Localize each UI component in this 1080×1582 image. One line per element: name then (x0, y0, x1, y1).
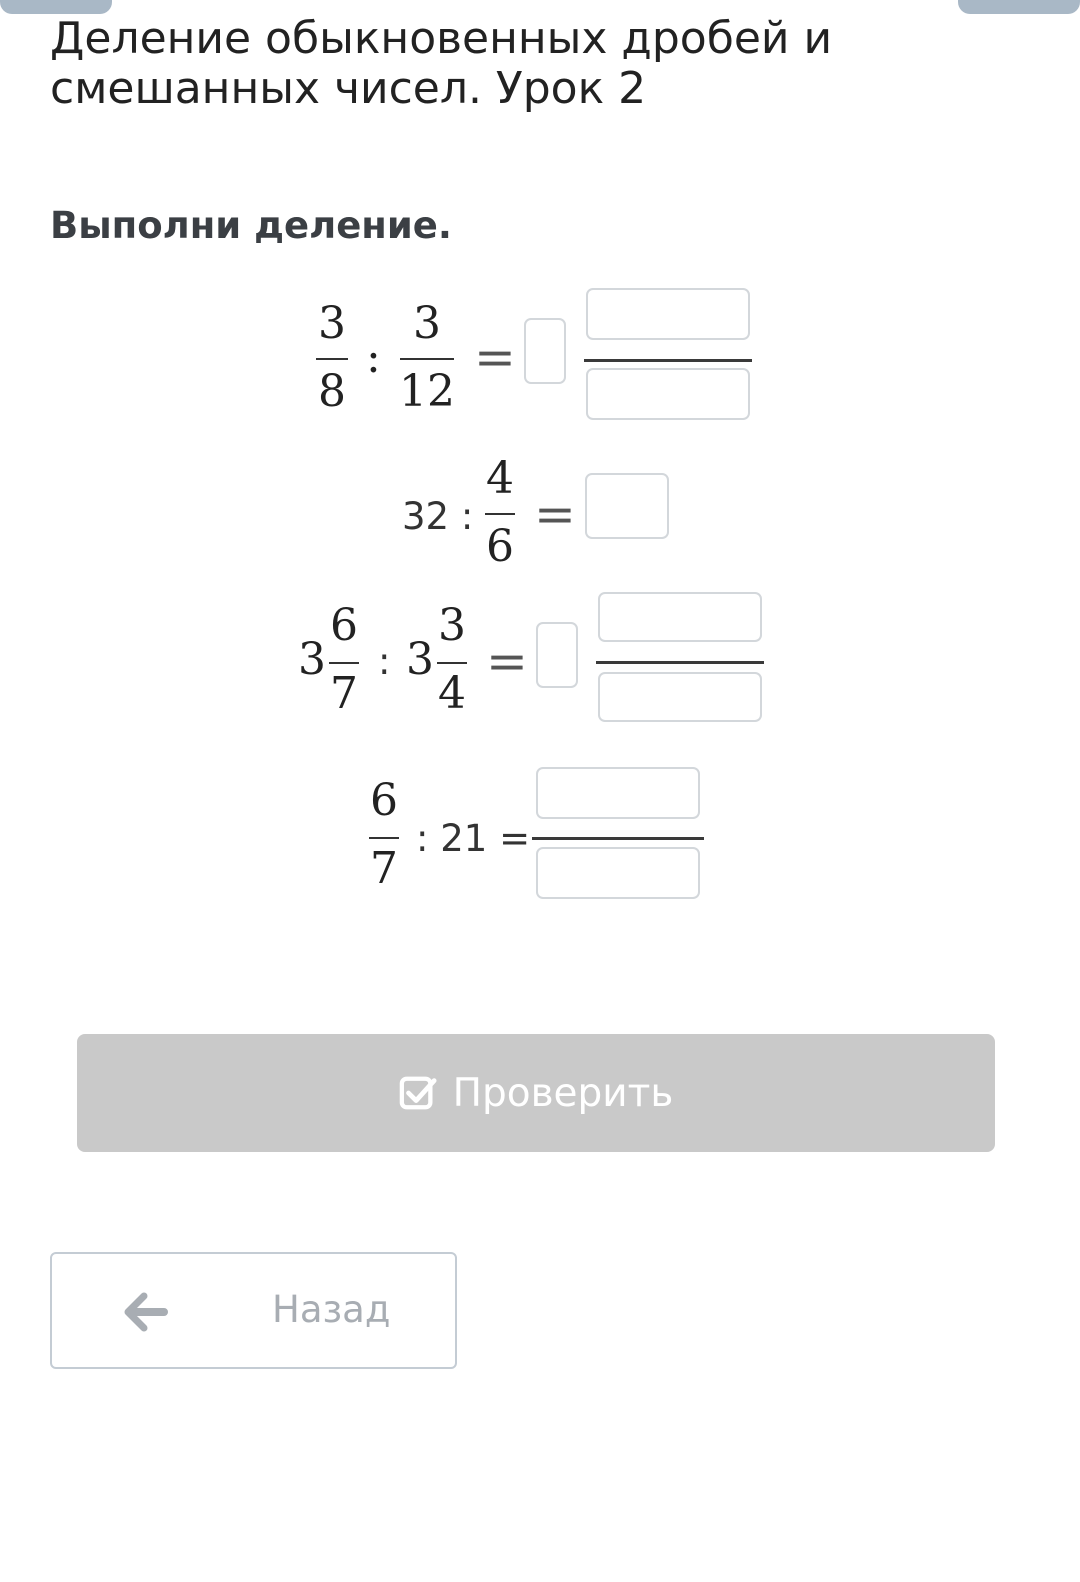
fraction-bar (400, 358, 454, 360)
top-tab-right[interactable] (958, 0, 1080, 14)
answer-fraction-bar (584, 359, 752, 362)
fraction-bar (485, 513, 515, 515)
fraction-denominator: 8 (318, 366, 346, 417)
dividend-whole: 32 : (402, 495, 474, 538)
fraction-numerator: 6 (370, 775, 398, 826)
exercise-1 (0, 290, 1080, 420)
divisor-expression: : 21 = (416, 817, 531, 860)
answer-denominator-input[interactable] (536, 847, 700, 899)
back-button[interactable] (50, 1252, 457, 1369)
exercise-2 (0, 455, 1080, 585)
task-instruction: Выполни деление. (50, 204, 452, 247)
division-sign: : (378, 640, 391, 683)
top-tab-left[interactable] (0, 0, 112, 14)
answer-whole-input[interactable] (524, 318, 566, 384)
answer-whole-input[interactable] (536, 622, 578, 688)
answer-denominator-input[interactable] (586, 368, 750, 420)
equals-sign: = (486, 632, 528, 690)
answer-numerator-input[interactable] (598, 592, 762, 642)
fraction-bar (437, 662, 467, 664)
fraction-numerator: 3 (413, 298, 441, 349)
equals-sign: = (534, 485, 576, 543)
fraction-bar (316, 358, 348, 360)
answer-numerator-input[interactable] (586, 288, 750, 340)
answer-input[interactable] (585, 473, 669, 539)
arrow-left-icon (124, 1292, 168, 1332)
fraction-denominator: 12 (399, 366, 455, 417)
answer-fraction-bar (596, 661, 764, 664)
back-button-label: Назад (272, 1288, 391, 1331)
checkbox-check-icon (399, 1074, 437, 1112)
answer-numerator-input[interactable] (536, 767, 700, 819)
answer-fraction-bar (532, 837, 704, 840)
exercise-3 (0, 592, 1080, 722)
check-button-label: Проверить (452, 1070, 674, 1116)
fraction-bar (329, 662, 359, 664)
equals-sign: = (474, 328, 516, 386)
fraction-bar (369, 837, 399, 839)
division-sign: : (366, 332, 381, 383)
fraction-numerator: 3 (438, 600, 466, 651)
answer-denominator-input[interactable] (598, 672, 762, 722)
check-button[interactable] (77, 1034, 995, 1152)
fraction-denominator: 6 (486, 521, 514, 572)
mixed-whole: 3 (406, 634, 434, 685)
fraction-denominator: 7 (330, 668, 358, 719)
fraction-numerator: 4 (486, 453, 514, 504)
fraction-denominator: 4 (438, 668, 466, 719)
fraction-numerator: 3 (318, 298, 346, 349)
fraction-numerator: 6 (330, 600, 358, 651)
page-title: Деление обыкновенных дробей и смешанных чисел. Урок 2 (50, 13, 833, 114)
exercise-4 (0, 767, 1080, 897)
mixed-whole: 3 (298, 634, 326, 685)
fraction-denominator: 7 (370, 843, 398, 894)
